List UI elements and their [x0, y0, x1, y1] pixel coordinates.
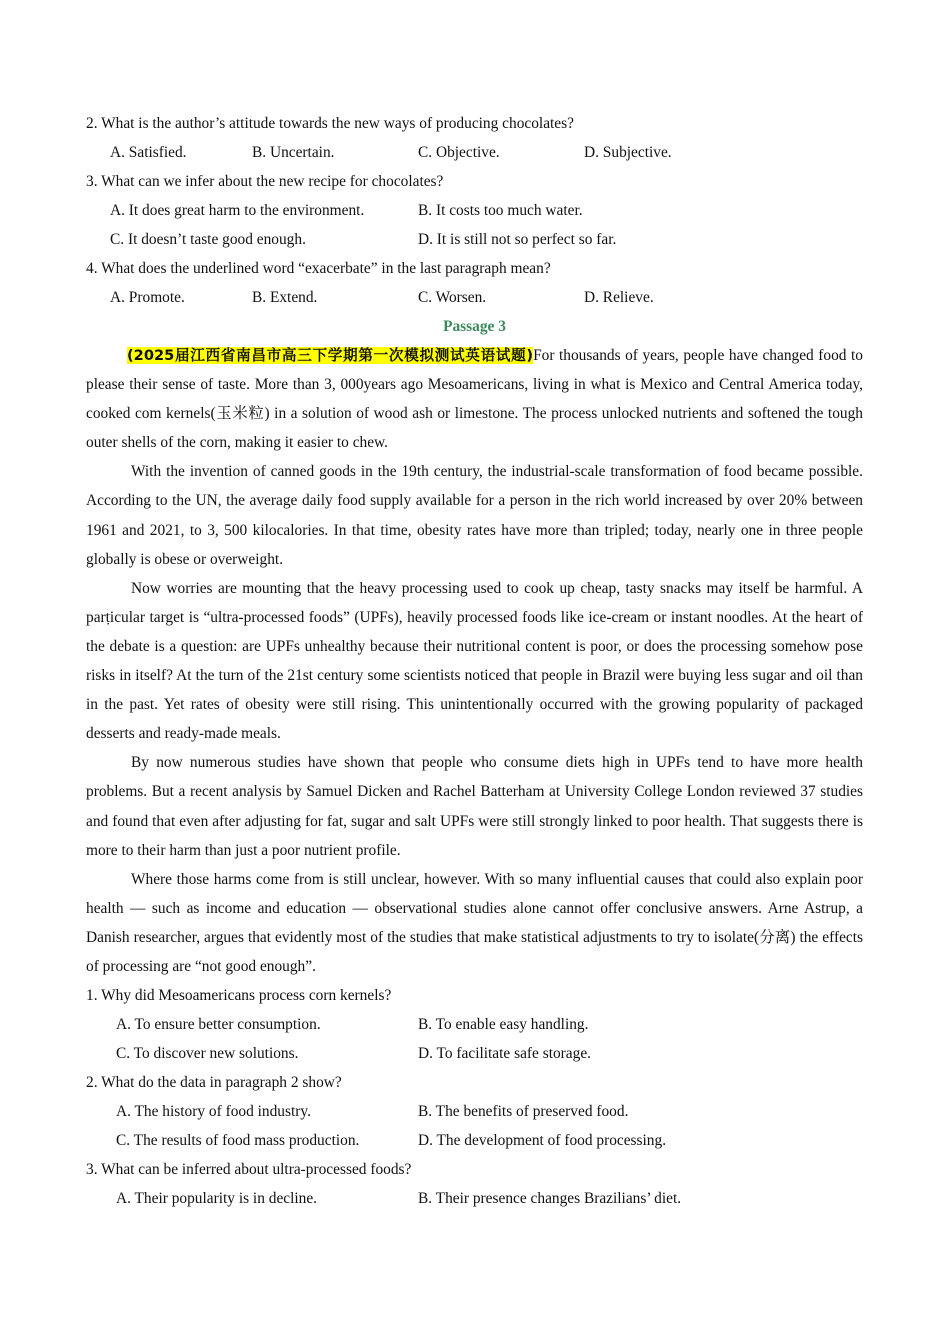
options-row	[86, 1126, 863, 1155]
option-c: C. It doesn’t taste good enough.	[110, 231, 306, 248]
option-a: A. Promote.	[110, 289, 185, 306]
passage-paragraph-5: Where those harms come from is still unclear, however. With so many influential causes that could also explain poor health — such as income and education — observational studies alone cannot offer conclusive answers. Arne Astrup, a Danish researcher, argues that evidently most of the studies that make statistical adjustments to try to isolate(分离) the effects of processing are “not good enough”.	[86, 870, 863, 975]
options-row	[86, 1039, 863, 1068]
option-c: C. Worsen.	[418, 289, 487, 306]
option-d: D. Relieve.	[584, 289, 654, 306]
option-c: C. To discover new solutions.	[116, 1045, 299, 1063]
options-row	[86, 1010, 863, 1039]
passage-paragraph-1	[86, 341, 863, 457]
option-d: D. It is still not so perfect so far.	[418, 231, 617, 248]
options-row	[86, 196, 863, 225]
options-row	[86, 1097, 863, 1126]
question-stem: 2. What is the author’s attitude towards the new ways of producing chocolates?	[86, 115, 574, 132]
option-b: B. It costs too much water.	[418, 202, 583, 219]
passage-paragraph-3: Now worries are mounting that the heavy processing used to cook up cheap, tasty snacks may itself be harmful. A parṭicular target is “ultra-processed foods” (UPFs), heavily processed foods like ice-cream or instant noodles. At the heart of the debate is a question: are UPFs unhealthy because their nutritional content is poor, or does the processing somehow pose risks in itself? At the turn of the 21st century some scientists noticed that people in Brazil were buying less sugar and oil than in the past. Yet rates of obesity were still rising. This unintentionally occurred with the growing popularity of packaged desserts and ready-made meals.	[86, 579, 863, 743]
option-b: B. Uncertain.	[252, 144, 335, 161]
question-stem: 3. What can be inferred about ultra-processed foods?	[86, 1161, 412, 1179]
passage-paragraph-4: By now numerous studies have shown that people who consume diets high in UPFs tend to have more health problems. But a recent analysis by Samuel Dicken and Rachel Batterham at University College London reviewed 37 studies and found that even after adjusting for fat, sugar and salt UPFs were still strongly linked to poor health. That suggests there is more to their harm than just a poor nutrient profile.	[86, 754, 863, 859]
question-stem: 4. What does the underlined word “exacerbate” in the last paragraph mean?	[86, 260, 551, 277]
option-a: A. The history of food industry.	[116, 1103, 311, 1121]
option-b: B. To enable easy handling.	[418, 1016, 589, 1034]
question-stem: 2. What do the data in paragraph 2 show?	[86, 1074, 342, 1092]
source-highlight: (2025届江西省南昌市高三下学期第一次模拟测试英语试题)	[127, 347, 534, 364]
option-a: A. To ensure better consumption.	[116, 1016, 321, 1034]
question-stem: 3. What can we infer about the new recipe for chocolates?	[86, 173, 444, 190]
option-b: B. Their presence changes Brazilians’ diet.	[418, 1190, 682, 1208]
option-b: B. Extend.	[252, 289, 318, 306]
question-stem: 1. Why did Mesoamericans process corn kernels?	[86, 987, 392, 1005]
options-row	[86, 283, 863, 312]
option-c: C. Objective.	[418, 144, 500, 161]
option-a: A. Their popularity is in decline.	[116, 1190, 318, 1208]
options-row	[86, 1184, 863, 1213]
passage-paragraph-2: With the invention of canned goods in the 19th century, the industrial-scale transformation of food became possible. According to the UN, the average daily food supply available for a person in the rich world increased by over 20% between 1961 and 2021, to 3, 500 kilocalories. In that time, obesity rates have more than tripled; today, nearly one in three people globally is obese or overweight.	[86, 463, 863, 568]
option-d: D. To facilitate safe storage.	[418, 1045, 591, 1063]
option-a: A. It does great harm to the environment.	[110, 202, 365, 219]
option-d: D. The development of food processing.	[418, 1132, 667, 1150]
paragraph-text: For thousands of years, people have changed food to please their sense of taste. More than 3, 000years ago Mesoamericans, living in what is Mexico and Central America today, cooked com kernels(玉米粒) in a solution of wood ash or limestone. The process unlocked nutrients and softened the tough outer shells of the corn, making it easier to chew.	[86, 347, 863, 452]
option-a: A. Satisfied.	[110, 144, 187, 161]
options-row	[86, 138, 863, 167]
option-d: D. Subjective.	[584, 144, 672, 161]
option-c: C. The results of food mass production.	[116, 1132, 360, 1150]
options-row	[86, 225, 863, 254]
passage-heading: Passage 3	[443, 318, 506, 335]
option-b: B. The benefits of preserved food.	[418, 1103, 629, 1121]
